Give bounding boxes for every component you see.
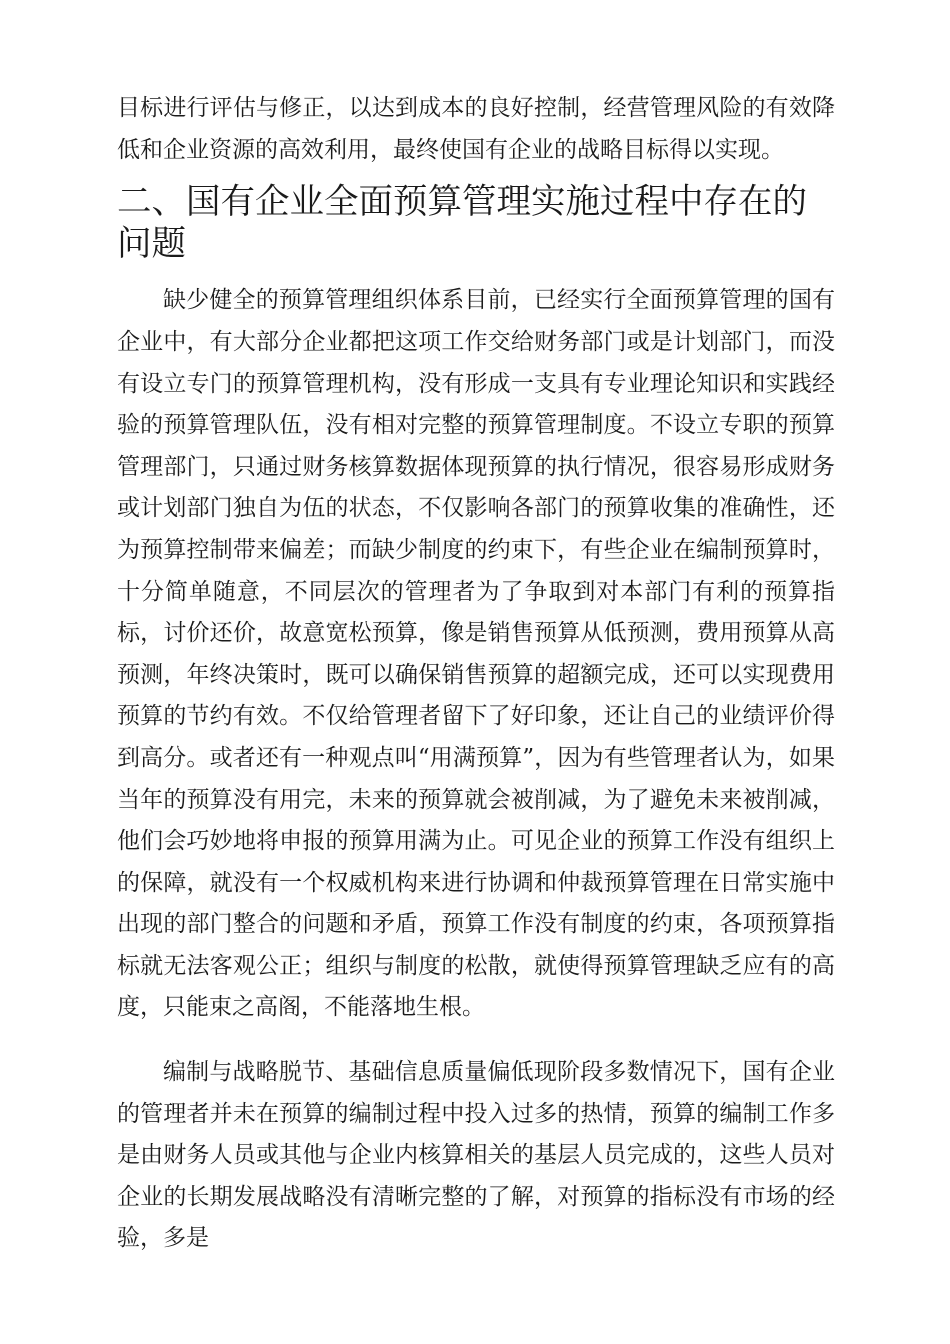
- paragraph-continuation: 目标进行评估与修正，以达到成本的良好控制，经营管理风险的有效降低和企业资源的高效利用，最终使国有企业的战略目标得以实现。: [117, 95, 835, 163]
- document-page: [117, 88, 835, 1260]
- section-heading: 二、国有企业全面预算管理实施过程中存在的问题: [117, 182, 807, 264]
- paragraph-budget-organization: 缺少健全的预算管理组织体系目前，已经实行全面预算管理的国有企业中，有大部分企业都把这项工作交给财务部门或是计划部门，而没有设立专门的预算管理机构，没有形成一支具有专业理论知识和实践经验的预算管理队伍，没有相对完整的预算管理制度。不设立专职的预算管理部门，只通过财务核算数据体现预算的执行情况，很容易形成财务或计划部门独自为伍的状态，不仅影响各部门的预算收集的准确性，还为预算控制带来偏差；而缺少制度的约束下，有些企业在编制预算时，十分简单随意，不同层次的管理者为了争取到对本部门有利的预算指标，讨价还价，故意宽松预算，像是销售预算从低预测，费用预算从高预测，年终决策时，既可以确保销售预算的超额完成，还可以实现费用预算的节约有效。不仅给管理者留下了好印象，还让自己的业绩评价得到高分。或者还有一种观点叫“用满预算”，因为有些管理者认为，如果当年的预算没有用完，未来的预算就会被削减，为了避免未来被削减，他们会巧妙地将申报的预算用满为止。可见企业的预算工作没有组织上的保障，就没有一个权威机构来进行协调和仲裁预算管理在日常实施中出现的部门整合的问题和矛盾，预算工作没有制度的约束，各项预算指标就无法客观公正；组织与制度的松散，就使得预算管理缺乏应有的高度，只能束之高阁，不能落地生根。: [117, 287, 835, 1021]
- paragraph-budget-strategy: 编制与战略脱节、基础信息质量偏低现阶段多数情况下，国有企业的管理者并未在预算的编制过程中投入过多的热情，预算的编制工作多是由财务人员或其他与企业内核算相关的基层人员完成的，这些人员对企业的长期发展战略没有清晰完整的了解，对预算的指标没有市场的经验，多是: [117, 1059, 835, 1252]
